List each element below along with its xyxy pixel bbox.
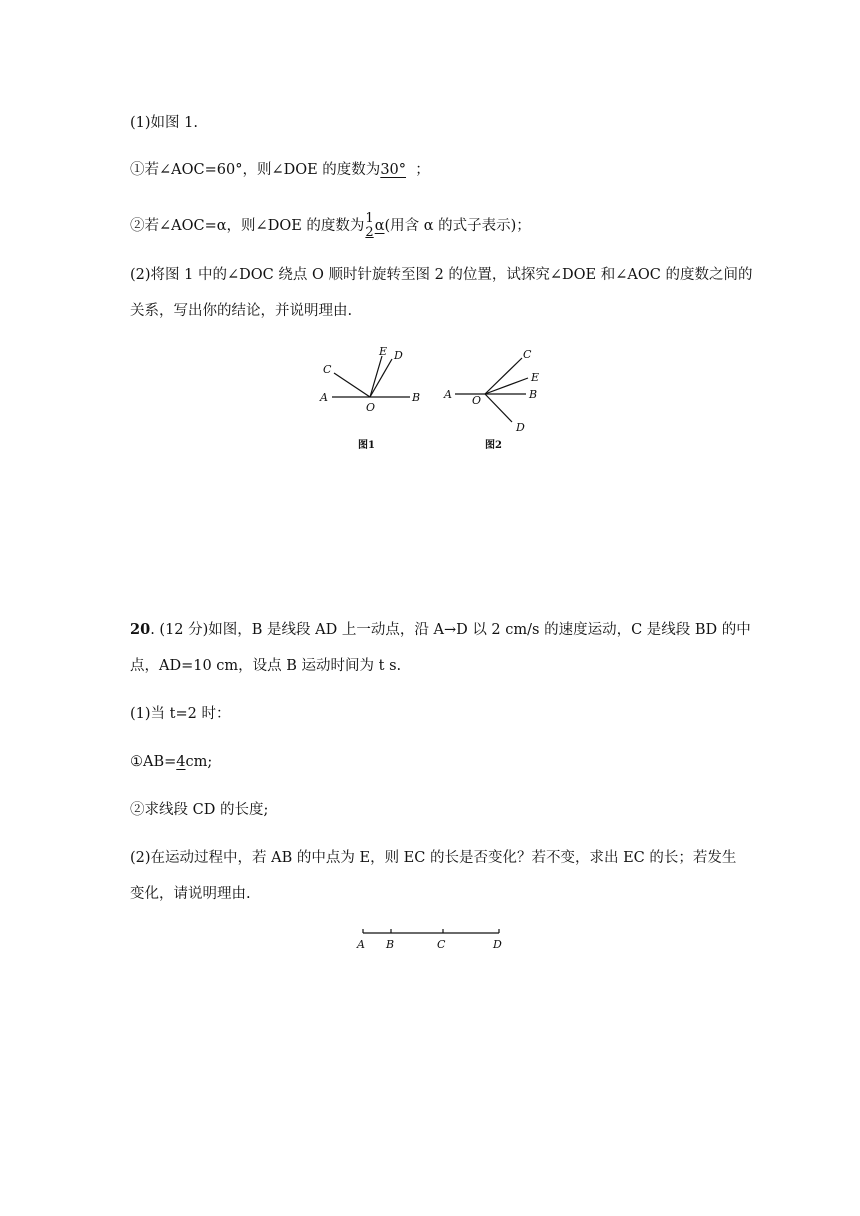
q19-item2	[130, 212, 531, 240]
q20-number: 20	[130, 621, 151, 638]
q19-part2-line1: (2)将图 1 中的∠DOC 绕点 O 顺时针旋转至图 2 的位置，试探究∠DOE 和∠AOC 的度数之间的	[130, 267, 753, 283]
label-o: O	[472, 394, 482, 407]
label-b: B	[386, 938, 395, 951]
q20-part2-line2: 变化，请说明理由.	[130, 886, 251, 902]
label-a: A	[357, 938, 365, 951]
q20-part2-line1: (2)在运动过程中，若 AB 的中点为 E，则 EC 的长是否变化？若不变，求出 EC 的长；若发生	[130, 850, 737, 866]
q19-item2-fraction	[365, 212, 373, 240]
ray-od	[370, 359, 392, 397]
q20-item2: ②求线段 CD 的长度;	[130, 802, 269, 818]
ray-oe	[370, 356, 382, 397]
ray-oc	[485, 358, 522, 394]
q20-item1-prefix: ①AB=	[130, 754, 177, 770]
q19-item2-suffix: (用含 α 的式子表示)；	[384, 218, 531, 234]
ray-oc	[334, 373, 370, 397]
label-d: D	[516, 421, 525, 434]
label-c: C	[437, 938, 446, 951]
q19-item1-suffix: ；	[415, 162, 430, 178]
fraction-denominator: 2	[365, 225, 374, 240]
q20-item1	[130, 752, 212, 772]
label-e: E	[531, 371, 540, 384]
q19-item2-prefix: ②若∠AOC=α，则∠DOE 的度数为	[130, 218, 365, 234]
ray-oe	[485, 378, 528, 394]
ray-od	[485, 394, 512, 422]
label-a: A	[320, 391, 328, 404]
figure-2	[440, 340, 560, 455]
q20-line2: 点，AD=10 cm，设点 B 运动时间为 t s.	[130, 658, 402, 674]
q19-item2-answer: α	[374, 218, 385, 234]
label-a: A	[444, 388, 452, 401]
segment-figure	[350, 922, 520, 958]
figure-2-caption: 图2	[485, 440, 502, 451]
q20-item1-answer: 4	[176, 754, 186, 770]
q19-item1	[130, 160, 430, 180]
label-e: E	[379, 345, 388, 358]
label-d: D	[394, 349, 403, 362]
fraction-numerator: 1	[365, 211, 374, 226]
q19-part1-header: (1)如图 1.	[130, 115, 198, 131]
label-o: O	[366, 401, 376, 414]
label-c: C	[323, 363, 332, 376]
figure-1-caption: 图1	[358, 440, 375, 451]
label-b: B	[412, 391, 421, 404]
q19-item1-answer: 30°	[380, 162, 407, 178]
q20-item1-suffix: cm;	[185, 754, 213, 770]
q20-part1-header: (1)当 t=2 时：	[130, 706, 231, 722]
label-d: D	[493, 938, 502, 951]
q19-item1-prefix: ①若∠AOC=60°，则∠DOE 的度数为	[130, 162, 381, 178]
label-b: B	[529, 388, 538, 401]
label-c: C	[523, 348, 532, 361]
q20-line1	[130, 620, 751, 640]
q19-part2-line2: 关系，写出你的结论，并说明理由.	[130, 303, 353, 319]
figure-1	[310, 340, 430, 455]
q20-line1-text: . (12 分)如图，B 是线段 AD 上一动点，沿 A→D 以 2 cm/s 的速度运动，C 是线段 BD 的中	[150, 622, 751, 638]
